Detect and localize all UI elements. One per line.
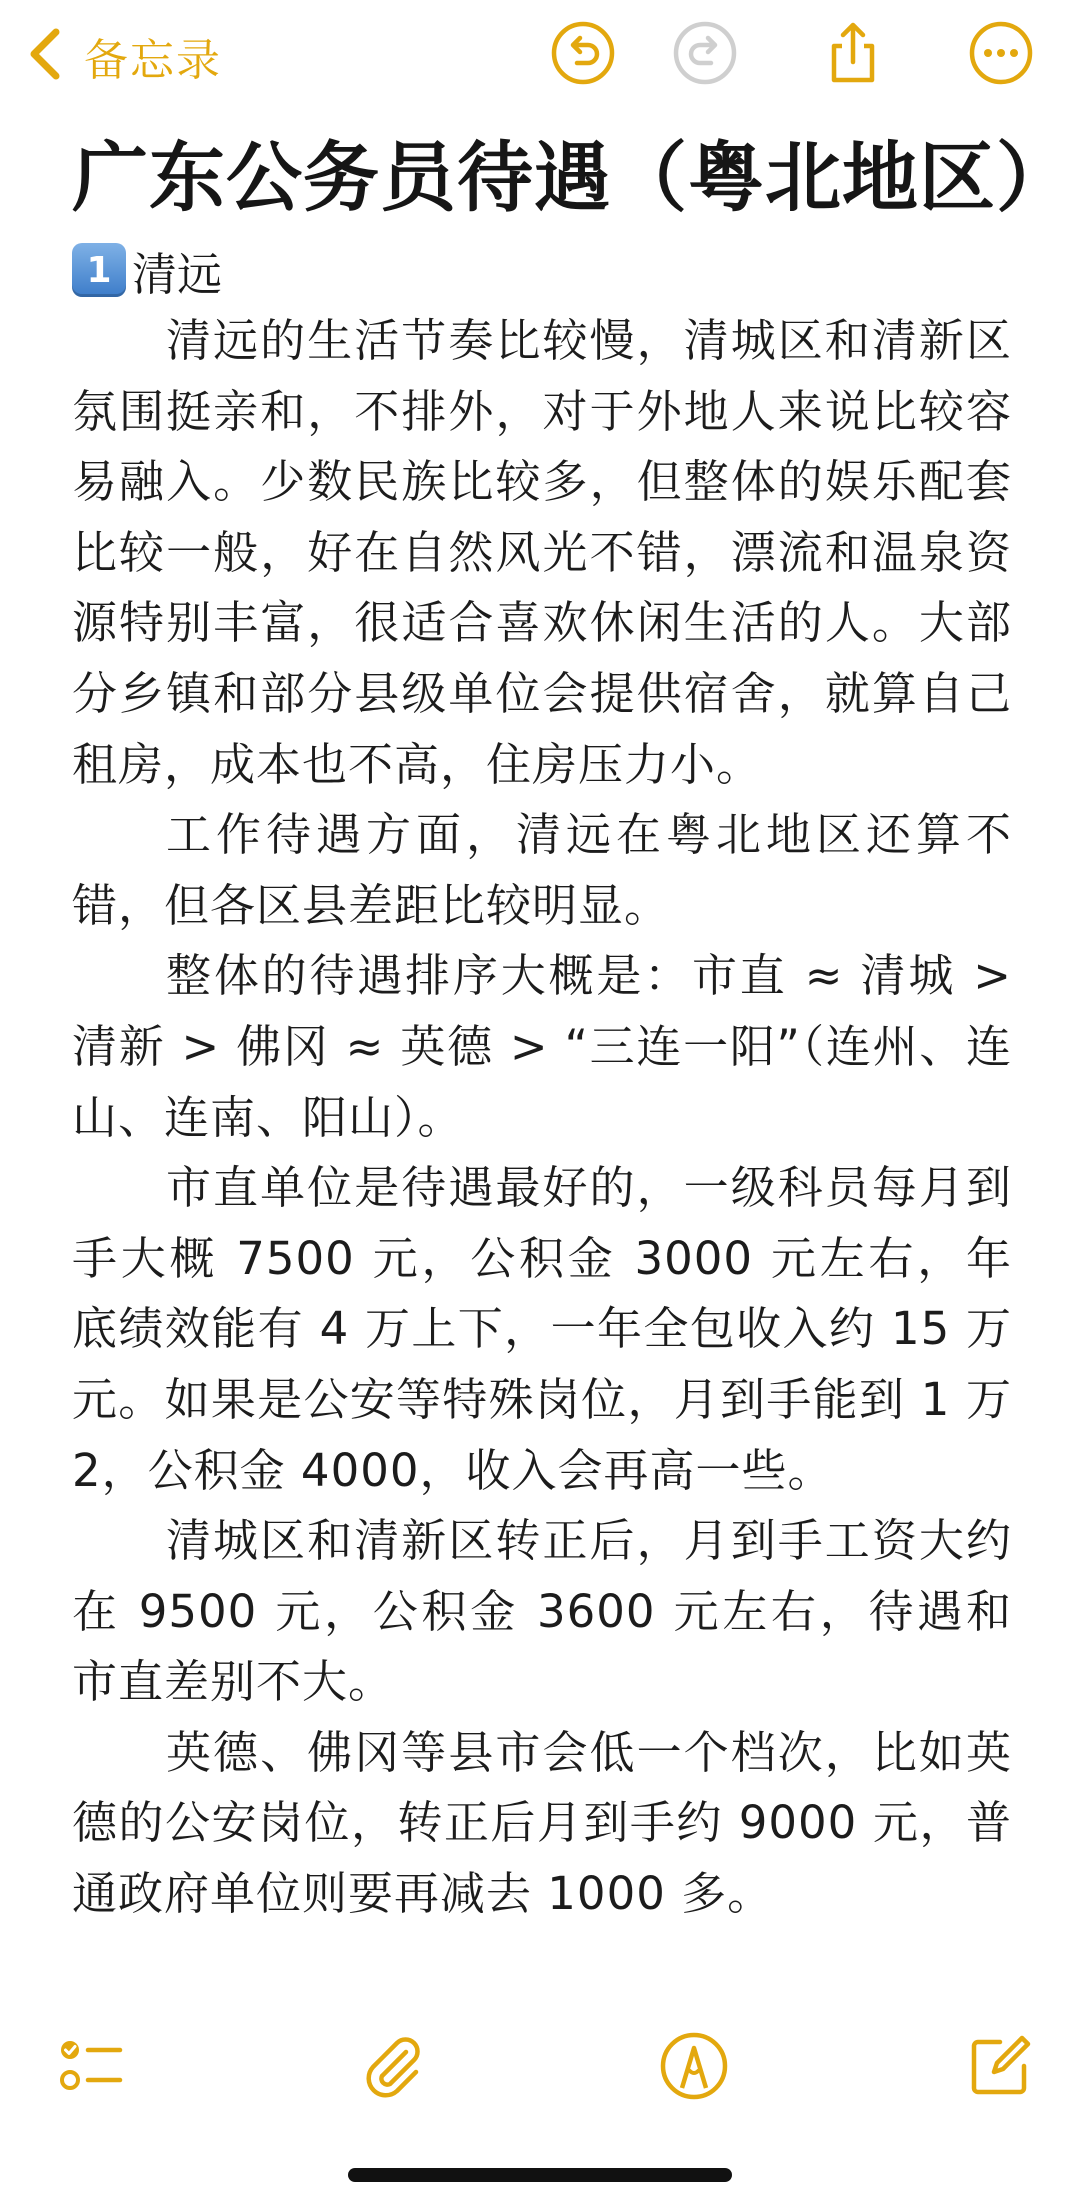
home-indicator[interactable]	[348, 2168, 732, 2182]
note-paragraph[interactable]: 清城区和清新区转正后，月到手工资大约在 9500 元，公积金 3600 元左右，待遇和市直差别不大。	[72, 1514, 1012, 1709]
checklist-icon	[56, 2030, 128, 2106]
back-label: 备忘录	[84, 35, 222, 86]
note-paragraph[interactable]: 清远的生活节奏比较慢，清城区和清新区氛围挺亲和，不排外，对于外地人来说比较容易融入。少数民族比较多，但整体的娱乐配套比较一般，好在自然风光不错，漂流和温泉资源特别丰富，很适合喜欢休闲生活的人。大部分乡镇和部分县级单位会提供宿舍，就算自己租房，成本也不高，住房压力小。	[72, 314, 1012, 791]
share-button[interactable]	[818, 20, 888, 90]
markup-pen-icon	[658, 2030, 730, 2106]
section-heading[interactable]	[72, 234, 1012, 306]
note-paragraph[interactable]: 整体的待遇排序大概是：市直 ≈ 清城 > 清新 > 佛冈 ≈ 英德 > “三连一阳”（连州、连山、连南、阳山）。	[72, 949, 1012, 1144]
redo-button[interactable]	[670, 20, 740, 90]
ellipsis-icon	[968, 20, 1034, 90]
compose-button[interactable]	[962, 2030, 1038, 2106]
note-title[interactable]: 广东公务员待遇（粤北地区）	[72, 133, 1073, 222]
top-toolbar	[0, 0, 1080, 110]
more-button[interactable]	[966, 20, 1036, 90]
chevron-left-icon	[26, 26, 66, 86]
note-paragraph[interactable]: 英德、佛冈等县市会低一个档次，比如英德的公安岗位，转正后月到手约 9000 元，普通政府单位则要再减去 1000 多。	[72, 1725, 1012, 1921]
note-body[interactable]	[72, 128, 1073, 1930]
keycap-number-icon: 1	[72, 243, 126, 297]
undo-button[interactable]	[548, 20, 618, 90]
checklist-button[interactable]	[54, 2030, 130, 2106]
redo-icon	[672, 20, 738, 90]
paperclip-icon	[358, 2030, 430, 2106]
compose-icon	[964, 2030, 1036, 2106]
undo-icon	[550, 20, 616, 90]
attachment-button[interactable]	[356, 2030, 432, 2106]
markup-button[interactable]	[656, 2030, 732, 2106]
section-heading-text: 清远	[132, 247, 223, 301]
note-paragraph[interactable]: 工作待遇方面，清远在粤北地区还算不错，但各区县差距比较明显。	[72, 808, 1012, 932]
back-button[interactable]	[26, 20, 222, 92]
share-icon	[820, 20, 886, 90]
bottom-toolbar	[0, 2022, 1080, 2112]
note-paragraph[interactable]: 市直单位是待遇最好的，一级科员每月到手大概 7500 元，公积金 3000 元左右，年底绩效能有 4 万上下，一年全包收入约 15 万元。如果是公安等特殊岗位，月到手能到 1 万 2，公积金 4000，收入会再高一些。	[72, 1161, 1012, 1497]
